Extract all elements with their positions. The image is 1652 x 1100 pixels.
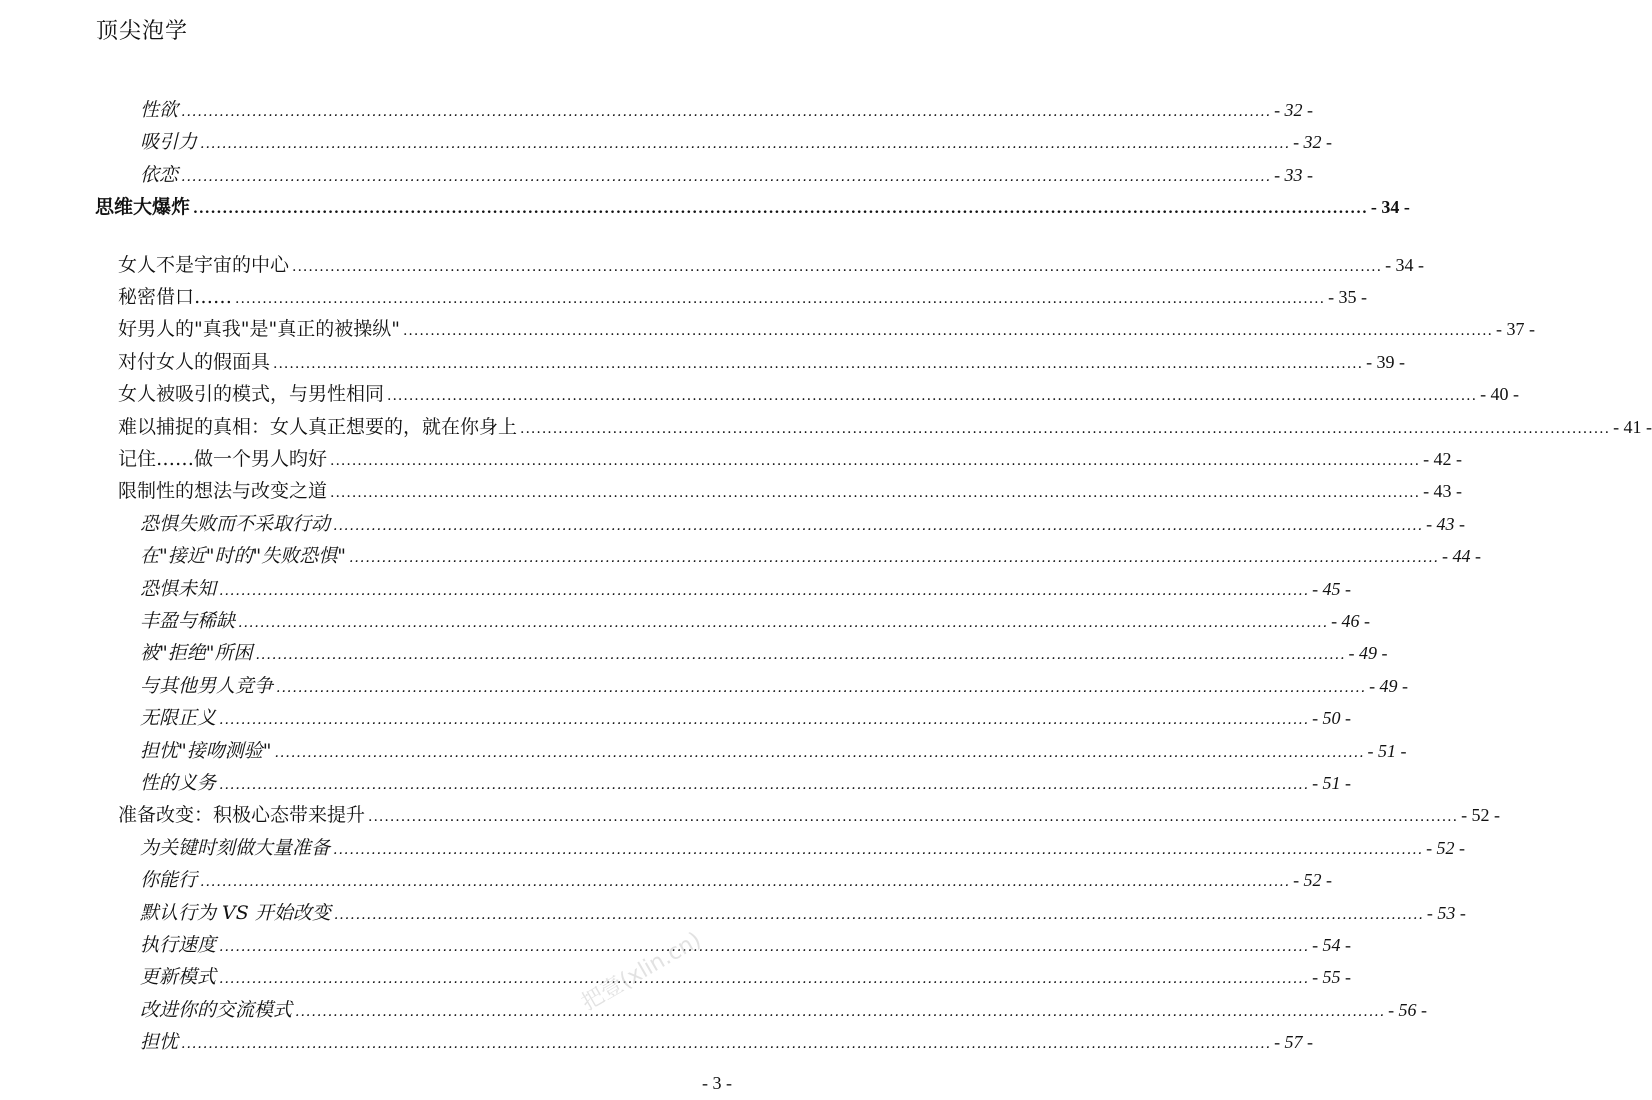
toc-entry-page: - 32 - <box>1293 132 1333 152</box>
toc-entry[interactable] <box>140 1026 1314 1058</box>
toc-entry[interactable] <box>118 249 1425 281</box>
toc-entry-page: - 37 - <box>1496 319 1536 339</box>
toc-dot-leader: ........................................................................................................................................................................................................ <box>333 842 1424 858</box>
toc-dot-leader: ........................................................................................................................................................................................................ <box>181 1036 1272 1052</box>
toc-entry-title: 默认行为 VS 开始改变 <box>140 902 331 924</box>
toc-entry[interactable] <box>140 508 1466 540</box>
toc-dot-leader: ........................................................................................................................................................................................................ <box>219 712 1310 728</box>
page-number: - 3 - <box>702 1073 732 1093</box>
toc-entry[interactable] <box>118 281 1368 313</box>
toc-entry-page: - 56 - <box>1388 1000 1428 1020</box>
toc-section-heading[interactable] <box>95 191 1410 223</box>
toc-entry-page: - 53 - <box>1426 903 1466 923</box>
toc-dot-leader: ........................................................................................................................................................................................................ <box>200 136 1291 152</box>
toc-dot-leader: ........................................................................................................................................................................................................ <box>402 323 1494 339</box>
toc-dot-leader: ........................................................................................................................................................................................................ <box>292 259 1383 275</box>
toc-entry-title: 担忧 <box>140 1031 179 1053</box>
toc-entry-page: - 51 - <box>1367 741 1407 761</box>
page-header-title: 顶尖泡学 <box>96 19 189 44</box>
toc-dot-leader: ........................................................................................................................................................................................................ <box>219 583 1310 599</box>
toc-entry-page: - 32 - <box>1274 100 1314 120</box>
toc-entry-title: 女人不是宇宙的中心 <box>118 254 290 276</box>
toc-entry-page: - 43 - <box>1423 481 1463 501</box>
toc-dot-leader: ........................................................................................................................................................................................................ <box>276 680 1367 696</box>
toc-dot-leader: ........................................................................................................................................................................................................ <box>348 550 1440 566</box>
toc-entry-page: - 44 - <box>1442 546 1482 566</box>
toc-entry-page: - 40 - <box>1480 384 1520 404</box>
toc-entry-title: 执行速度 <box>140 934 217 956</box>
toc-dot-leader: ........................................................................................................................................................................................................ <box>330 485 1421 501</box>
toc-entry-title: 被"拒绝"所困 <box>140 642 253 664</box>
toc-entry-title: 你能行 <box>140 869 198 891</box>
toc-entry-page: - 57 - <box>1274 1032 1314 1052</box>
toc-dot-leader: ........................................................................................................................................................................................................ <box>295 1004 1386 1020</box>
toc-dot-leader: ........................................................................................................................................................................................................ <box>181 104 1272 120</box>
toc-entry-page: - 49 - <box>1348 643 1388 663</box>
toc-entry[interactable] <box>140 573 1352 605</box>
toc-dot-leader: ........................................................................................................................................................................................................ <box>333 907 1424 923</box>
toc-entry-page: - 45 - <box>1312 579 1352 599</box>
toc-dot-leader: ........................................................................................................................................................................................................ <box>387 388 1478 404</box>
toc-dot-leader: ........................................................................................................................................................................................................ <box>330 453 1421 469</box>
toc-dot-leader: ........................................................................................................................................................................................................ <box>181 169 1272 185</box>
watermark: 把壹(xlin.cn) <box>577 927 706 1016</box>
toc-entry-title: 改进你的交流模式 <box>140 999 293 1021</box>
toc-entry[interactable] <box>118 313 1536 345</box>
toc-entry-title: 与其他男人竞争 <box>140 675 274 697</box>
toc-dot-leader: ........................................................................................................................................................................................................ <box>235 291 1326 307</box>
toc-entry[interactable] <box>140 994 1428 1026</box>
toc-entry-page: - 41 - <box>1613 417 1652 437</box>
toc-entry-title: 担忧"接吻测验" <box>140 740 272 762</box>
toc-entry-page: - 43 - <box>1426 514 1466 534</box>
toc-entry-page: - 52 - <box>1293 870 1333 890</box>
toc-entry[interactable] <box>140 159 1314 191</box>
toc-dot-leader: ........................................................................................................................................................................................................ <box>219 971 1310 987</box>
toc-entry-title: 吸引力 <box>140 131 198 153</box>
toc-entry-title: 无限正义 <box>140 707 217 729</box>
toc-dot-leader: ........................................................................................................................................................................................................ <box>238 615 1329 631</box>
toc-entry[interactable] <box>140 702 1352 734</box>
toc-entry[interactable] <box>118 411 1652 443</box>
toc-entry[interactable] <box>118 475 1463 507</box>
toc-entry-title: 依恋 <box>140 164 179 186</box>
toc-entry-title: 思维大爆炸 <box>95 196 191 218</box>
toc-entry-title: 记住……做一个男人昀好 <box>118 448 328 470</box>
toc-dot-leader: ........................................................................................................................................................................................................ <box>193 201 1368 217</box>
toc-entry-page: - 55 - <box>1312 967 1352 987</box>
toc-entry[interactable] <box>118 443 1463 475</box>
toc-entry[interactable] <box>140 864 1333 896</box>
toc-entry[interactable] <box>140 605 1371 637</box>
toc-dot-leader: ........................................................................................................................................................................................................ <box>274 745 1365 761</box>
toc-entry-page: - 34 - <box>1385 255 1425 275</box>
toc-dot-leader: ........................................................................................................................................................................................................ <box>333 518 1424 534</box>
toc-entry[interactable] <box>140 735 1407 767</box>
toc-entry[interactable] <box>118 346 1406 378</box>
toc-entry[interactable] <box>140 670 1409 702</box>
toc-entry-page: - 33 - <box>1274 165 1314 185</box>
toc-dot-leader: ........................................................................................................................................................................................................ <box>200 874 1291 890</box>
toc-entry-title: 女人被吸引的模式，与男性相同 <box>118 383 385 405</box>
toc-entry-title: 恐惧未知 <box>140 578 217 600</box>
toc-dot-leader: ........................................................................................................................................................................................................ <box>255 647 1346 663</box>
toc-entry-page: - 39 - <box>1366 352 1406 372</box>
toc-entry-title: 准备改变：积极心态带来提升 <box>118 804 366 826</box>
toc-entry-title: 丰盈与稀缺 <box>140 610 236 632</box>
toc-entry-title: 在"接近"时的"失败恐惧" <box>140 545 346 567</box>
toc-entry[interactable] <box>118 378 1520 410</box>
toc-entry-page: - 34 - <box>1370 197 1410 217</box>
toc-entry-title: 更新模式 <box>140 966 217 988</box>
toc-entry-page: - 54 - <box>1312 935 1352 955</box>
toc-entry[interactable] <box>140 832 1466 864</box>
toc-entry-page: - 46 - <box>1331 611 1371 631</box>
toc-dot-leader: ........................................................................................................................................................................................................ <box>273 356 1364 372</box>
toc-entry-title: 为关键时刻做大量准备 <box>140 837 331 859</box>
toc-entry[interactable] <box>140 94 1314 126</box>
toc-entry-page: - 35 - <box>1328 287 1368 307</box>
toc-entry-title: 好男人的"真我"是"真正的被操纵" <box>118 318 400 340</box>
toc-entry-title: 性欲 <box>140 99 179 121</box>
toc-entry-page: - 42 - <box>1423 449 1463 469</box>
toc-entry[interactable] <box>118 799 1501 831</box>
toc-entry-title: 对付女人的假面具 <box>118 351 271 373</box>
toc-dot-leader: ........................................................................................................................................................................................................ <box>219 777 1310 793</box>
toc-entry-title: 限制性的想法与改变之道 <box>118 480 328 502</box>
toc-dot-leader: ........................................................................................................................................................................................................ <box>219 939 1310 955</box>
toc-dot-leader: ........................................................................................................................................................................................................ <box>520 421 1611 437</box>
toc-entry-page: - 52 - <box>1426 838 1466 858</box>
toc-entry[interactable] <box>140 767 1352 799</box>
toc-entry[interactable] <box>140 637 1388 669</box>
toc-entry-page: - 50 - <box>1312 708 1352 728</box>
toc-entry-title: 恐惧失败而不采取行动 <box>140 513 331 535</box>
toc-entry-title: 性的义务 <box>140 772 217 794</box>
toc-entry-page: - 49 - <box>1369 676 1409 696</box>
toc-entry[interactable] <box>140 126 1333 158</box>
toc-entry-title: 秘密借口…… <box>118 286 233 308</box>
toc-entry[interactable] <box>140 540 1482 572</box>
toc-dot-leader: ........................................................................................................................................................................................................ <box>368 809 1459 825</box>
toc-entry-page: - 51 - <box>1312 773 1352 793</box>
toc-entry-title: 难以捕捉的真相：女人真正想要的，就在你身上 <box>118 416 518 438</box>
toc-entry-page: - 52 - <box>1461 805 1501 825</box>
toc-entry[interactable] <box>140 897 1466 929</box>
